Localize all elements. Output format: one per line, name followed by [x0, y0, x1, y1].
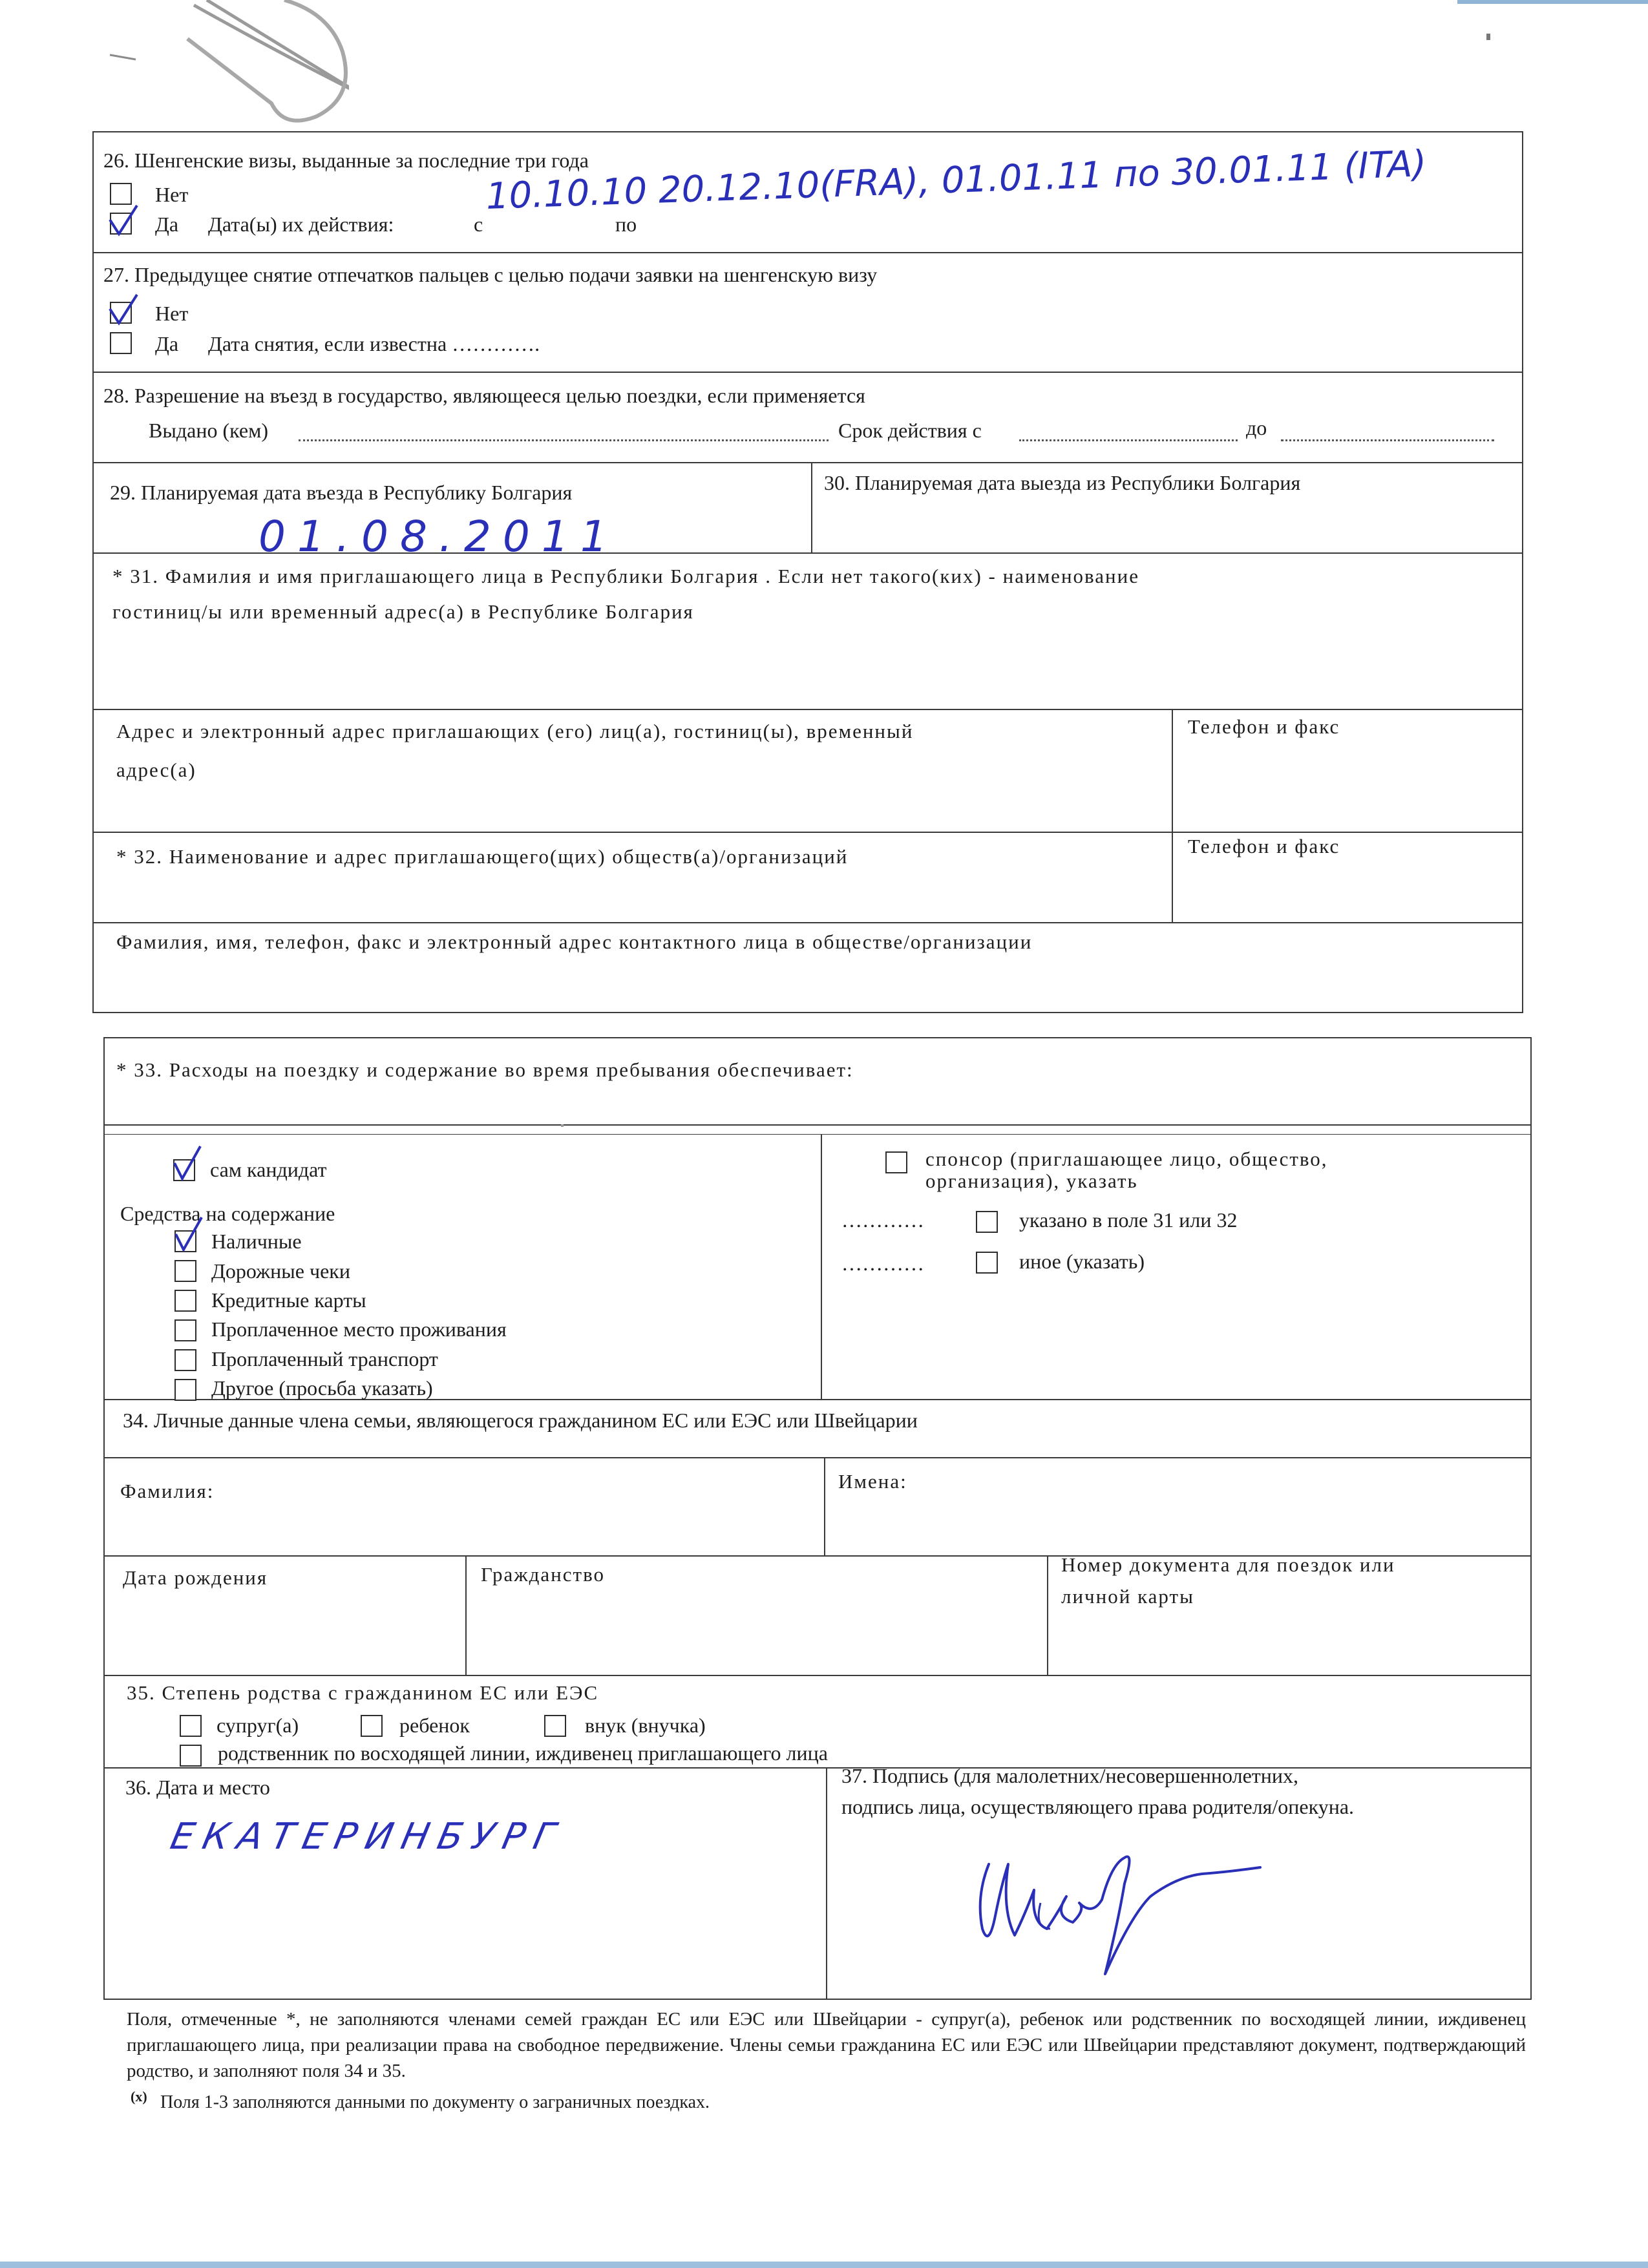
divider-28-29 [92, 462, 1523, 463]
field-33-title [116, 1056, 854, 1084]
divider-dob-citizenship [465, 1555, 467, 1675]
field-32-title-text: 32. Наименование и адрес приглашающего(щих) обществ(а)/организаций [134, 845, 849, 868]
scan-speck [1486, 34, 1490, 40]
divider-27-28 [92, 372, 1523, 373]
divider-36-37 [826, 1767, 827, 2000]
field-27-yes-label: Да [155, 332, 179, 355]
field-28-until: до [1246, 416, 1267, 439]
field-32-contact-label: Фамилия, имя, телефон, факс и электронный адрес контактного лица в обществе/организации [116, 930, 1033, 953]
field-26-title: 26. Шенгенские визы, выданные за последние три года [103, 149, 589, 172]
names-label: Имена: [838, 1470, 907, 1493]
divider-35-36 [103, 1767, 1532, 1769]
other-means-label: Другое (просьба указать) [211, 1376, 433, 1400]
field-31-title-text: 31. Фамилия и имя приглашающего лица в Республики Болгария . Если нет такого(ких) - наименование [130, 565, 1139, 587]
prepaid-accommodation-label: Проплаченное место проживания [211, 1318, 507, 1341]
field-26-handwritten-dates[interactable]: 10.10.10 20.12.10(FRA), 01.01.11 по 30.01.11 (ITA) [485, 143, 1428, 218]
field-28-issued-by: Выдано (кем) [149, 419, 268, 442]
divider-29-30 [811, 462, 812, 552]
travel-cheques-checkbox[interactable] [174, 1260, 196, 1282]
star-mark: * [116, 1058, 128, 1081]
field-31-phone-label: Телефон и факс [1188, 715, 1340, 738]
credit-cards-checkbox[interactable] [174, 1290, 196, 1312]
divider-surname-names [824, 1457, 825, 1555]
field-31-address-line2: адрес(а) [116, 759, 196, 781]
relative-label: родственник по восходящей линии, иждивенец приглашающего лица [218, 1741, 828, 1765]
field-34-title: 34. Личные данные члена семьи, являющегося гражданином ЕС или ЕЭС или Швейцарии [123, 1409, 918, 1432]
sponsor-checkbox[interactable] [885, 1151, 907, 1173]
field-26-dates-label: Дата(ы) их действия: [208, 213, 394, 236]
divider-32-contact [92, 922, 1523, 923]
checkmark-icon [173, 1215, 206, 1252]
prepaid-accommodation-checkbox[interactable] [174, 1319, 196, 1341]
grandchild-label: внук (внучка) [585, 1714, 706, 1737]
field-27-no-label: Нет [155, 302, 189, 325]
field-32-phone-label: Телефон и факс [1188, 835, 1340, 857]
divider-address-phone [1172, 709, 1173, 922]
checkmark-icon [172, 1144, 204, 1181]
field-37-title-line2: подпись лица, осуществляющего права родителя/опекуна. [841, 1795, 1355, 1818]
credit-cards-label: Кредитные карты [211, 1288, 366, 1312]
scan-speck [561, 1124, 564, 1127]
scan-bottom-edge [0, 2262, 1648, 2268]
indicated-checkbox[interactable] [976, 1211, 998, 1233]
sponsor-label-line2: организация), указать [925, 1170, 1138, 1192]
document-label-line1: Номер документа для поездок или [1061, 1553, 1395, 1576]
divider-34-names [103, 1457, 1532, 1458]
field-29-title: 29. Планируемая дата въезда в Республику Болгария [110, 481, 573, 504]
field-37-title-line1: 37. Подпись (для малолетних/несовершеннолетних, [841, 1764, 1299, 1787]
footer-note-mark: (x) [131, 2088, 147, 2105]
field-28-until-line[interactable] [1281, 426, 1494, 441]
field-29-entry-date[interactable]: 01.08.2011 [259, 512, 619, 562]
dob-label: Дата рождения [123, 1566, 268, 1589]
paperclip-icon [110, 0, 349, 129]
field-31-address-line1: Адрес и электронный адрес приглашающих (его) лиц(а), гостиниц(ы), временный [116, 720, 914, 742]
field-28-validity: Срок действия с [838, 419, 982, 442]
checkmark-icon [107, 203, 140, 238]
child-checkbox[interactable] [361, 1715, 383, 1737]
field-27-date-label: Дата снятия, если известна …………. [208, 332, 540, 355]
prepaid-transport-label: Проплаченный транспорт [211, 1347, 438, 1370]
footer-note-2: Поля 1-3 заполняются данными по документу о заграничных поездках. [160, 2092, 710, 2112]
travel-cheques-label: Дорожные чеки [211, 1259, 350, 1283]
star-mark: * [116, 845, 128, 868]
other-sponsor-checkbox[interactable] [976, 1252, 998, 1274]
spouse-checkbox[interactable] [180, 1715, 202, 1737]
field-33-title-text: 33. Расходы на поездку и содержание во время пребывания обеспечивает: [134, 1058, 854, 1081]
field-32-title [116, 843, 848, 871]
divider-34-35 [103, 1675, 1532, 1676]
relative-checkbox[interactable] [180, 1745, 202, 1767]
child-label: ребенок [399, 1714, 470, 1737]
surname-label: Фамилия: [120, 1480, 215, 1502]
signature[interactable] [963, 1838, 1273, 1987]
field-26-no-checkbox[interactable] [110, 183, 132, 205]
means-label: Средства на содержание [120, 1202, 335, 1225]
field-28-issued-by-line[interactable] [299, 426, 829, 441]
divider-33-header [103, 1124, 1532, 1126]
field-36-title: 36. Дата и место [125, 1776, 270, 1799]
field-36-place[interactable]: ЕКАТЕРИНБУРГ [167, 1816, 568, 1858]
footer-note: Поля, отмеченные *, не заполняются членами семей граждан ЕС или ЕЭС или Швейцарии - супруг(а), ребенок или родственник по восходящей линии, иждивенец приглашающего лица, при реализации права на свободное передвижение. Члены семьи гражданина ЕС или ЕЭС или Швейцарии представляют документ, подтверждающий родство, и заполняют поля 34 и 35. [127, 2009, 1526, 2081]
grandchild-checkbox[interactable] [544, 1715, 566, 1737]
divider-33-columns [821, 1134, 822, 1399]
sponsor-label-line1: спонсор (приглашающее лицо, общество, [925, 1148, 1328, 1170]
star-mark: * [112, 565, 124, 587]
field-26-to-label: по [615, 213, 637, 236]
field-27-title: 27. Предыдущее снятие отпечатков пальцев с целью подачи заявки на шенгенскую визу [103, 263, 878, 286]
sponsor-dots-1: ………… [841, 1208, 924, 1232]
divider-citizenship-document [1047, 1555, 1048, 1675]
other-means-checkbox[interactable] [174, 1379, 196, 1401]
divider-33-sub [103, 1134, 1532, 1135]
field-26-no-label: Нет [155, 183, 189, 206]
other-sponsor-label: иное (указать) [1019, 1250, 1145, 1273]
checkmark-icon [107, 292, 140, 327]
self-label: сам кандидат [210, 1158, 327, 1181]
scan-edge-mark [1457, 0, 1648, 4]
document-label-line2: личной карты [1061, 1585, 1194, 1608]
sponsor-dots-2: ………… [841, 1252, 924, 1275]
field-30-title: 30. Планируемая дата выезда из Республики Болгария [824, 471, 1301, 494]
field-35-title: 35. Степень родства с гражданином ЕС или ЕЭС [127, 1681, 599, 1704]
field-28-from-line[interactable] [1019, 426, 1238, 441]
field-31-title-line1 [112, 562, 1139, 591]
field-26-from-label: с [474, 213, 483, 236]
indicated-label: указано в поле 31 или 32 [1019, 1208, 1238, 1232]
field-27-yes-checkbox[interactable] [110, 332, 132, 354]
spouse-label: супруг(а) [217, 1714, 299, 1737]
field-28-title: 28. Разрешение на въезд в государство, являющееся целью поездки, если применяется [103, 384, 865, 407]
cash-label: Наличные [211, 1230, 302, 1253]
divider-26-27 [92, 252, 1523, 253]
field-31-title-line2: гостиниц/ы или временный адрес(а) в Республике Болгария [112, 600, 694, 623]
divider-31-address [92, 709, 1523, 710]
field-26-yes-label: Да [155, 213, 179, 236]
prepaid-transport-checkbox[interactable] [174, 1349, 196, 1371]
citizenship-label: Гражданство [481, 1563, 606, 1586]
